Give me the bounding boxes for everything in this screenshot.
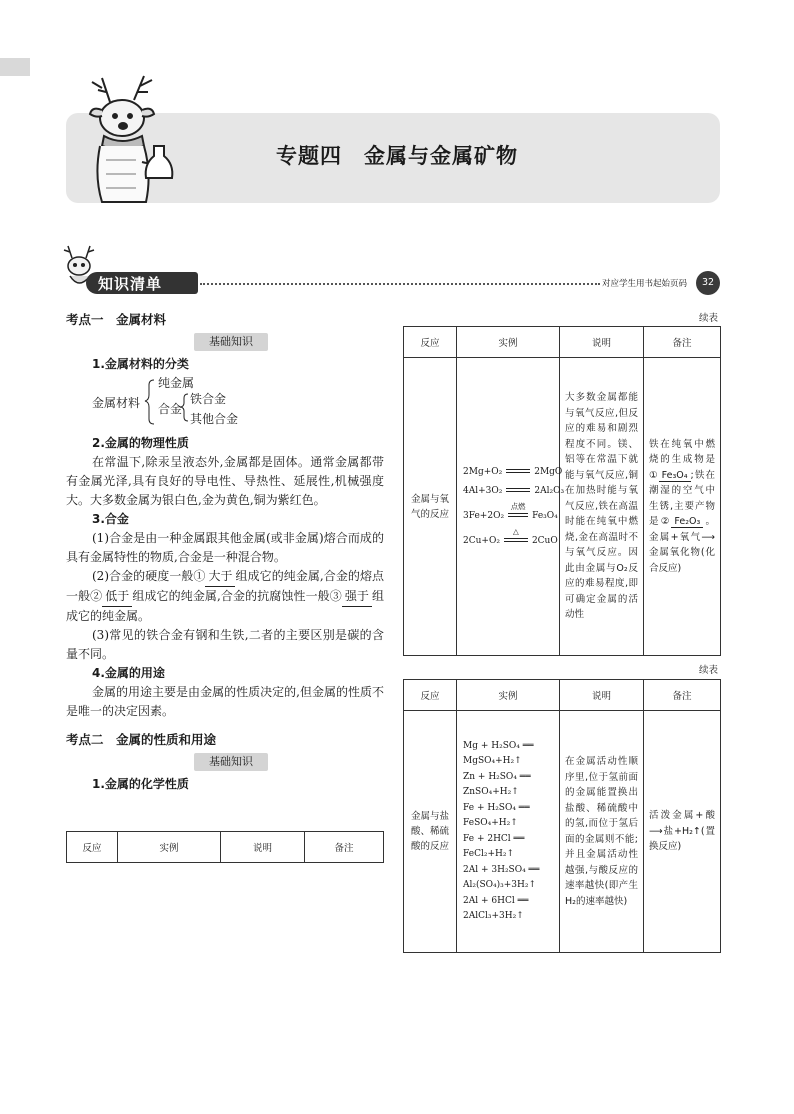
- answer-3: 强于: [342, 587, 372, 607]
- subsection-4-heading: 4.金属的用途: [92, 666, 165, 680]
- equation-al: 4Al+3O₂ 2Al₂O₃: [463, 485, 565, 496]
- col-reaction: 反应: [404, 680, 457, 711]
- col-note: 备注: [305, 832, 384, 863]
- oxygen-equations: [457, 358, 565, 656]
- eq-line: 2AlCl₃+3H₂↑: [463, 911, 524, 921]
- acid-equations: [457, 711, 560, 953]
- col-reaction: 反应: [67, 832, 118, 863]
- col-example: 实例: [457, 327, 560, 358]
- subsection-3-heading: 3.合金: [92, 512, 129, 526]
- classification-tree: [92, 374, 384, 432]
- alloy-properties-text: (2)合金的硬度一般① 大于 组成它的纯金属,合金的熔点一般② 低于 组成它的纯金属,合金的抗腐蚀性一般③ 强于 组成它的纯金属。: [66, 569, 384, 623]
- col-description: 说明: [221, 832, 305, 863]
- topic2-tag: 基础知识: [194, 753, 268, 771]
- tree-pure-metal: 纯金属: [158, 376, 195, 390]
- continued-label-1: 续表: [699, 313, 719, 324]
- col-description: 说明: [560, 680, 644, 711]
- continued-label-2: 续表: [699, 665, 719, 676]
- topic1-heading: 考点一 金属材料: [66, 312, 167, 327]
- oxygen-note: 铁在纯氧中燃烧的生成物是① Fe₃O₄ ;铁在潮湿的空气中生锈,主要产物是② Fe₂O₃ 。金属+氧气⟶金属氧化物(化合反应): [644, 358, 721, 656]
- section-title: 知识清单: [98, 275, 163, 293]
- equation-fe: 3Fe+2O₂ 点燃 Fe₃O₄: [463, 502, 558, 521]
- reaction-oxygen: 金属与氧气的反应: [404, 358, 457, 656]
- note-answer-1: Fe₃O₄: [659, 470, 691, 482]
- eq-line: 2Al + 6HCl ══: [463, 895, 529, 906]
- acid-description: 在金属活动性顺序里,位于氢前面的金属能置换出盐酸、稀硫酸中的氢,而位于氢后面的金属则不能;并且金属活动性越强,与酸反应的速率越快(即产生H₂的速率越快): [560, 711, 644, 953]
- note-answer-2: Fe₂O₃: [671, 516, 703, 528]
- col-note: 备注: [644, 327, 721, 358]
- eq-line: Al₂(SO₄)₃+3H₂↑: [463, 880, 537, 890]
- col-example: 实例: [457, 680, 560, 711]
- eq-line: Fe + 2HCl ══: [463, 833, 525, 844]
- tree-root: 金属材料: [92, 396, 141, 410]
- subsection-2-heading: 2.金属的物理性质: [92, 436, 189, 450]
- acid-note: 活泼金属+酸⟶盐+H₂↑(置换反应): [644, 711, 721, 953]
- oxygen-reaction-table: [403, 326, 721, 656]
- page-corner-mark: [0, 58, 30, 76]
- deer-mascot-icon: [70, 70, 190, 210]
- col-example: 实例: [118, 832, 221, 863]
- answer-2: 低于: [102, 587, 132, 607]
- topic2-heading: 考点二 金属的性质和用途: [66, 732, 217, 747]
- oxygen-description: 大多数金属都能与氧气反应,但反应的难易和剧烈程度不同。镁、铝等在常温下就能与氧气反应,铜在加热时能与氧气反应,铁在高温时能在纯氧中燃烧,金在高温时不与氧气反应。因此由金属与O₂反应的难易程度,即可确定金属的活动性: [560, 358, 644, 656]
- eq-line: FeSO₄+H₂↑: [463, 818, 518, 828]
- eq-line: Zn + H₂SO₄ ══: [463, 771, 531, 782]
- col-description: 说明: [560, 327, 644, 358]
- answer-1: 大于: [205, 567, 235, 587]
- alloy-definition-text: (1)合金是由一种金属跟其他金属(或非金属)熔合而成的具有金属特性的物质,合金是一种混合物。: [66, 531, 384, 564]
- eq-line: FeCl₂+H₂↑: [463, 849, 514, 859]
- col-note: 备注: [644, 680, 721, 711]
- tree-other-alloy: 其他合金: [190, 412, 239, 426]
- section-page-ref: 对应学生用书起始页码: [602, 279, 688, 289]
- equation-mg: 2Mg+O₂ 2MgO: [463, 466, 563, 477]
- topic1-tag: 基础知识: [194, 333, 268, 351]
- subsection-1-heading: 1.金属材料的分类: [92, 357, 189, 371]
- acid-reaction-table: [403, 679, 721, 953]
- eq-line: 2Al + 3H₂SO₄ ══: [463, 864, 540, 875]
- section-divider: [200, 283, 600, 285]
- equation-cu: 2Cu+O₂ △ 2CuO: [463, 527, 558, 546]
- eq-line: MgSO₄+H₂↑: [463, 756, 522, 766]
- page-title: 专题四 金属与金属矿物: [276, 144, 518, 168]
- eq-line: ZnSO₄+H₂↑: [463, 787, 519, 797]
- eq-line: Fe + H₂SO₄ ══: [463, 802, 530, 813]
- page-number-badge: 32: [696, 271, 720, 295]
- eq-line: Mg + H₂SO₄ ══: [463, 740, 534, 751]
- col-reaction: 反应: [404, 327, 457, 358]
- tree-alloy: 合金: [158, 402, 183, 416]
- left-column: [66, 310, 384, 794]
- physical-properties-text: 在常温下,除汞呈液态外,金属都是固体。通常金属都带有金属光泽,具有良好的导电性、导热性、延展性,机械强度大。大多数金属为银白色,金为黄色,铜为紫红色。: [66, 455, 384, 507]
- iron-alloy-text: (3)常见的铁合金有钢和生铁,二者的主要区别是碳的含量不同。: [66, 628, 384, 661]
- tree-iron-alloy: 铁合金: [190, 392, 227, 406]
- reaction-acid: 金属与盐酸、稀硫酸的反应: [404, 711, 457, 953]
- chemical-properties-heading: 1.金属的化学性质: [92, 777, 189, 791]
- chem-properties-table-header: [66, 831, 384, 863]
- metal-uses-text: 金属的用途主要是由金属的性质决定的,但金属的性质不是唯一的决定因素。: [66, 685, 384, 718]
